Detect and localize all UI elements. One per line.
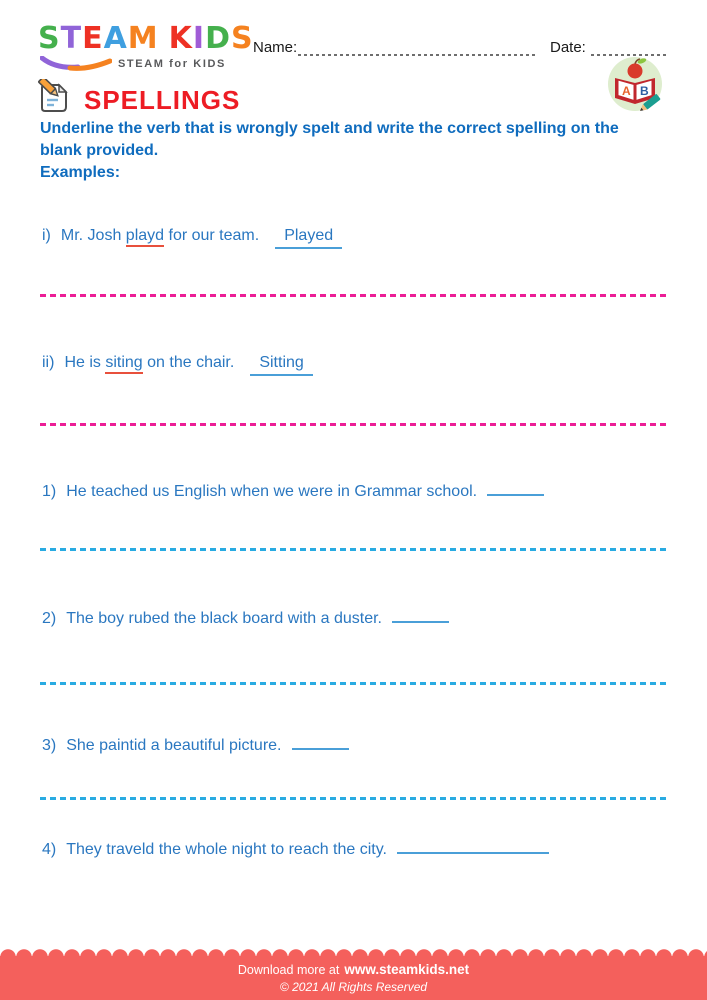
footer-scallop-edge (0, 947, 707, 957)
date-label: Date: (550, 39, 586, 56)
example-number: i) (42, 227, 51, 244)
example-answer: Sitting (250, 354, 312, 376)
page-title: SPELLINGS (84, 85, 241, 115)
logo-letter: A (103, 21, 128, 56)
logo-tagline: STEAM for KIDS (118, 57, 226, 70)
examples-label: Examples: (40, 164, 121, 181)
question-sentence: The boy rubed the black board with a duster. (66, 610, 382, 627)
question-number: 2) (42, 610, 57, 627)
logo-letter: I (192, 21, 206, 56)
date-input-line[interactable] (591, 40, 667, 56)
book-letter-b: B (640, 84, 649, 98)
answer-blank[interactable] (487, 483, 544, 496)
example-sentence-post: for our team. (164, 227, 260, 244)
instructions-text: Underline the verb that is wrongly spelt and write the correct spelling on the blank provided. (40, 120, 619, 160)
example-sentence-post: on the chair. (142, 354, 235, 371)
question-number: 4) (42, 841, 57, 858)
logo-letter: S (230, 21, 254, 56)
pencil-paper-icon (36, 79, 76, 117)
example-number: ii) (42, 354, 55, 371)
name-input-line[interactable] (298, 40, 538, 56)
question-number: 3) (42, 737, 57, 754)
footer-copyright: © 2021 All Rights Reserved (279, 980, 428, 994)
logo-letter: T (60, 21, 83, 56)
question-row-2 (42, 610, 449, 628)
name-label: Name: (253, 39, 298, 56)
footer-band (0, 956, 707, 1000)
example-sentence-pre: He is (64, 354, 106, 371)
wrong-word-underlined: playd (126, 227, 164, 247)
logo-wordmark (38, 21, 254, 56)
logo-letter: M (127, 21, 159, 56)
answer-blank[interactable] (397, 841, 549, 854)
logo-letter: K (168, 21, 193, 56)
question-sentence: She paintid a beautiful picture. (66, 737, 282, 754)
example-sentence-pre: Mr. Josh (60, 227, 126, 244)
steam-kids-logo (38, 21, 254, 71)
question-row-1 (42, 483, 544, 501)
separator-line (40, 423, 667, 426)
book-apple-badge-icon (604, 55, 666, 113)
answer-blank[interactable] (392, 610, 449, 623)
separator-line (40, 682, 667, 685)
logo-swoosh-icon (40, 56, 112, 71)
question-row-3 (42, 737, 349, 755)
example-answer: Played (275, 227, 342, 249)
wrong-word-underlined: siting (105, 354, 142, 374)
question-sentence: He teached us English when we were in Grammar school. (66, 483, 478, 500)
example-row-2 (42, 354, 313, 376)
example-row-1 (42, 227, 342, 249)
logo-letter: D (205, 21, 231, 56)
footer-download-text: Download more at (237, 963, 340, 977)
separator-line (40, 797, 667, 800)
separator-line (40, 548, 667, 551)
footer-website-link[interactable]: www.steamkids.net (344, 962, 470, 977)
answer-blank[interactable] (292, 737, 349, 750)
question-row-4 (42, 841, 549, 859)
logo-letter: S (38, 21, 61, 56)
separator-line (40, 294, 667, 297)
book-letter-a: A (622, 84, 631, 98)
logo-letter: E (82, 21, 104, 56)
question-number: 1) (42, 483, 57, 500)
question-sentence: They traveld the whole night to reach the city. (66, 841, 387, 858)
